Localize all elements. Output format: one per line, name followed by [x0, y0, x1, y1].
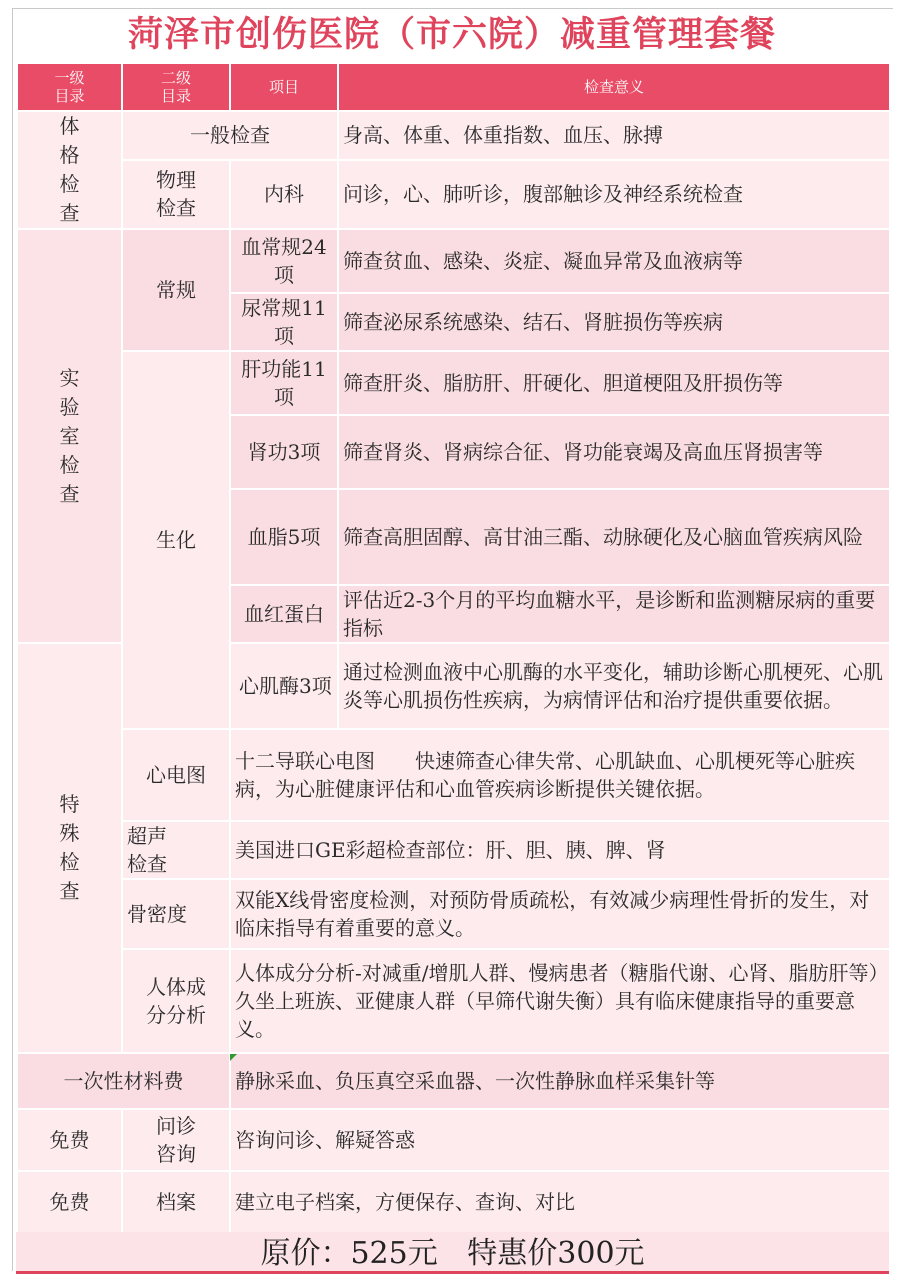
general-desc: 身高、体重、体重指数、血压、脉搏 [338, 111, 890, 160]
archive-label: 档案 [122, 1171, 230, 1233]
urine-label: 尿常规11 项 [230, 293, 338, 351]
free-label-2: 免费 [17, 1171, 122, 1233]
page-title: 菏泽市创伤医院（市六院）减重管理套餐 [127, 14, 776, 55]
table-row [17, 111, 890, 160]
urine-desc: 筛查泌尿系统感染、结石、肾脏损伤等疾病 [338, 293, 890, 351]
ultrasound-label: 超声 检查 [122, 821, 230, 879]
table-row [17, 351, 890, 415]
cardiac-desc: 通过检测血液中心肌酶的水平变化，辅助诊断心肌梗死、心肌炎等心肌损伤性疾病，为病情评估和治疗提供重要依据。 [338, 643, 890, 729]
table-row [17, 1171, 890, 1233]
category-physical: 体 格 检 查 [17, 111, 122, 229]
biochem-label: 生化 [122, 351, 230, 729]
package-table [16, 62, 891, 1234]
body-label: 人体成 分分析 [122, 949, 230, 1053]
general-label: 一般检查 [122, 111, 338, 160]
special-price: 特惠价300元 [467, 1236, 645, 1271]
lipid-label: 血脂5项 [230, 489, 338, 585]
consult-label: 问诊 咨询 [122, 1109, 230, 1171]
category-lab: 实 验 室 检 查 [17, 229, 122, 643]
header-level2: 二级 目录 [122, 63, 230, 111]
archive-desc: 建立电子档案，方便保存、查询、对比 [230, 1171, 890, 1233]
header-row [17, 63, 890, 111]
header-item: 项目 [230, 63, 338, 111]
header-level1: 一级 目录 [17, 63, 122, 111]
liver-desc: 筛查肝炎、脂肪肝、肝硬化、胆道梗阻及肝损伤等 [338, 351, 890, 415]
table-row [17, 229, 890, 293]
bone-desc: 双能X线骨密度检测，对预防骨质疏松，有效减少病理性骨折的发生，对临床指导有着重要的意义。 [230, 879, 890, 949]
table-row [17, 1053, 890, 1109]
materials-label: 一次性材料费 [17, 1053, 230, 1109]
blood-label: 血常规24 项 [230, 229, 338, 293]
table-row [17, 821, 890, 879]
consult-desc: 咨询问诊、解疑答惑 [230, 1109, 890, 1171]
ecg-desc: 十二导联心电图 快速筛查心律失常、心肌缺血、心肌梗死等心脏疾病，为心脏健康评估和心血管疾病诊断提供关键依据。 [230, 729, 890, 821]
internal-label: 内科 [230, 160, 338, 229]
price-bar [16, 1232, 889, 1274]
bone-label: 骨密度 [122, 879, 230, 949]
lipid-desc: 筛查高胆固醇、高甘油三酯、动脉硬化及心脑血管疾病风险 [338, 489, 890, 585]
table-row [17, 879, 890, 949]
ecg-label: 心电图 [122, 729, 230, 821]
hba1c-desc: 评估近2-3个月的平均血糖水平，是诊断和监测糖尿病的重要指标 [338, 585, 890, 643]
cell-comment-marker [230, 1054, 237, 1061]
physical-sub-label: 物理 检查 [122, 160, 230, 229]
table-row [17, 949, 890, 1053]
internal-desc: 问诊，心、肺听诊，腹部触诊及神经系统检查 [338, 160, 890, 229]
table-row [17, 729, 890, 821]
kidney-label: 肾功3项 [230, 415, 338, 489]
table-row [17, 160, 890, 229]
free-label: 免费 [17, 1109, 122, 1171]
category-special: 特 殊 检 查 [17, 643, 122, 1053]
header-meaning: 检查意义 [338, 63, 890, 111]
ultrasound-desc: 美国进口GE彩超检查部位：肝、胆、胰、脾、肾 [230, 821, 890, 879]
blood-desc: 筛查贫血、感染、炎症、凝血异常及血液病等 [338, 229, 890, 293]
kidney-desc: 筛查肾炎、肾病综合征、肾功能衰竭及高血压肾损害等 [338, 415, 890, 489]
materials-desc: 静脉采血、负压真空采血器、一次性静脉血样采集针等 [230, 1053, 890, 1109]
routine-label: 常规 [122, 229, 230, 351]
cardiac-label: 心肌酶3项 [230, 643, 338, 729]
table-row [17, 1109, 890, 1171]
body-desc: 人体成分分析-对减重/增肌人群、慢病患者（糖脂代谢、心肾、脂肪肝等）久坐上班族、亚健康人群（早筛代谢失衡）具有临床健康指导的重要意义。 [230, 949, 890, 1053]
original-price: 原价：525元 [260, 1236, 438, 1271]
liver-label: 肝功能11 项 [230, 351, 338, 415]
hba1c-label: 血红蛋白 [230, 585, 338, 643]
